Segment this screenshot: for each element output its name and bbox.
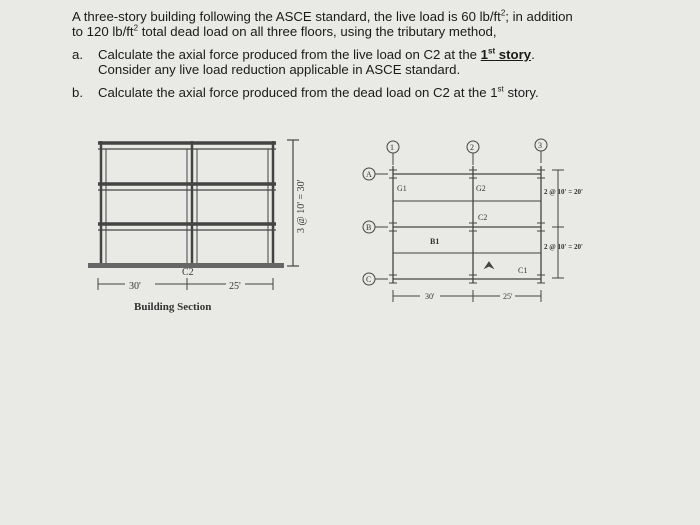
arrow-icon [485,262,493,268]
section-height-label: 3 @ 10' = 30' [296,179,307,233]
plan-labels [366,141,583,301]
grid-letter-b: B [366,223,372,232]
plan-dim-left: 30' [425,292,435,301]
plan-vertical-dimensions [552,170,564,278]
section-dim-right: 25' [229,281,241,292]
plan-dim-top: 2 @ 10' = 20' [544,188,583,196]
plan-span-dimension [393,290,541,302]
part-a-label: a. [72,47,83,62]
beam-b1-label: B1 [430,237,440,246]
girder-g2-label: G2 [476,184,486,193]
section-dim-left: 30' [129,281,141,292]
span-dimension [98,278,273,290]
section-column-label: C2 [182,267,194,278]
grid-number-3: 3 [538,141,542,150]
part-b-label: b. [72,85,83,100]
column-c2-label: C2 [478,213,488,222]
plan-girders [393,174,541,279]
grid-letter-a: A [366,170,372,179]
grid-letter-c: C [366,275,372,284]
girder-g1-label: G1 [397,184,407,193]
part-b: b. Calculate the axial force produced from the dead load on C2 at the 1st story. [72,84,539,100]
problem-intro: A three-story building following the ASCE standard, the live load is 60 $lb/ft^2$; in addition to 120 $lb/ft^2$ total dead load on all three floors, using the tributary method, [72,8,573,39]
plan-dim-bottom: 2 @ 10' = 20' [544,243,583,251]
plan-dim-right: 25' [503,292,513,301]
floor-plan [363,139,564,302]
first-story-emphasis: 1st story [480,46,532,62]
grid-number-2: 2 [470,143,474,152]
section-caption: Building Section [134,301,212,313]
column-c1-label: C1 [518,266,528,275]
grid-number-1: 1 [390,143,394,152]
part-a-line2: Consider any live load reduction applicable in ASCE standard. [98,62,461,77]
part-a: a. Calculate the axial force produced from the live load on C2 at the 1st story. Consider any live load reduction applicable in ASCE standard. [72,46,535,77]
